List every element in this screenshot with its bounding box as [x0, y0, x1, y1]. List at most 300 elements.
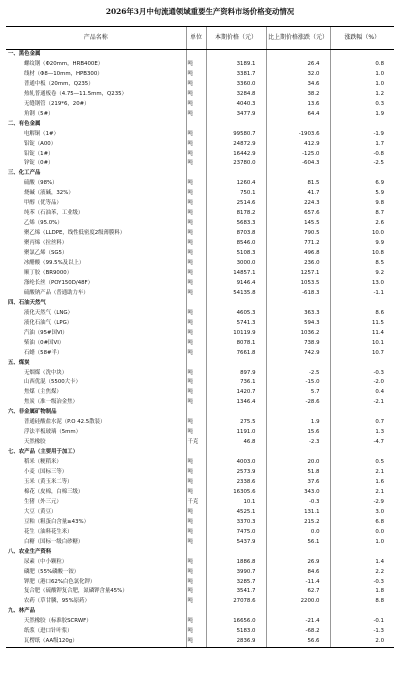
product-name-cell: 聚乙烯（LLDPE，线性低密度2级薄膜料）: [24, 230, 126, 237]
pct-cell: 8.8: [330, 597, 394, 607]
change-cell: 37.6: [266, 478, 330, 488]
product-name-cell: 豆粕（粗蛋白含量≥43%）: [24, 518, 90, 525]
pct-cell: 1.0: [330, 80, 394, 90]
unit-cell: 吨: [186, 378, 206, 388]
unit-cell: 吨: [186, 528, 206, 538]
table-row: [6, 637, 394, 647]
pct-cell: 11.5: [330, 319, 394, 329]
change-cell: 84.6: [266, 568, 330, 578]
empty-cell: [330, 408, 394, 418]
price-cell: 3541.7: [206, 587, 266, 597]
empty-cell: [266, 299, 330, 309]
change-cell: -2.5: [266, 369, 330, 379]
table-row: [6, 259, 394, 269]
table-row: [6, 428, 394, 438]
unit-cell: 吨: [186, 597, 206, 607]
price-cell: 5183.0: [206, 627, 266, 637]
price-cell: 16305.6: [206, 488, 266, 498]
product-name-cell: 聚丙烯（拉丝料）: [24, 240, 68, 247]
pct-cell: -2.5: [330, 159, 394, 169]
pct-cell: 9.8: [330, 199, 394, 209]
unit-cell: 吨: [186, 179, 206, 189]
table-row: [6, 189, 394, 199]
unit-cell: 吨: [186, 398, 206, 408]
price-cell: 8178.2: [206, 209, 266, 219]
table-row: [6, 140, 394, 150]
pct-cell: -4.7: [330, 438, 394, 448]
table-row: [6, 438, 394, 448]
change-cell: 13.6: [266, 100, 330, 110]
change-cell: 56.6: [266, 637, 330, 647]
pct-cell: 1.6: [330, 478, 394, 488]
price-cell: 1346.4: [206, 398, 266, 408]
change-cell: -125.0: [266, 150, 330, 160]
price-cell: 46.8: [206, 438, 266, 448]
product-name-cell: 无烟煤（洗中块）: [24, 369, 68, 376]
category-row: [6, 50, 394, 60]
header-change: 比上期价格涨跌（元）: [266, 27, 330, 50]
price-cell: 3370.3: [206, 518, 266, 528]
unit-cell: 吨: [186, 219, 206, 229]
product-name-cell: 硫酸（98%）: [24, 180, 58, 187]
unit-cell: 吨: [186, 60, 206, 70]
change-cell: 224.3: [266, 199, 330, 209]
unit-cell: 吨: [186, 508, 206, 518]
table-row: [6, 159, 394, 169]
pct-cell: 11.4: [330, 329, 394, 339]
change-cell: -0.3: [266, 498, 330, 508]
table-row: [6, 627, 394, 637]
product-name-cell: 乙烯（95.0%）: [24, 220, 63, 227]
price-cell: 16656.0: [206, 617, 266, 627]
product-name-cell: 小麦（国标三等）: [24, 469, 68, 476]
price-cell: 8703.8: [206, 229, 266, 239]
price-cell: 7661.8: [206, 349, 266, 359]
change-cell: 496.8: [266, 249, 330, 259]
unit-cell: 吨: [186, 279, 206, 289]
change-cell: 64.4: [266, 110, 330, 120]
unit-cell: 吨: [186, 289, 206, 299]
unit-cell: 吨: [186, 189, 206, 199]
change-cell: 657.6: [266, 209, 330, 219]
empty-cell: [206, 448, 266, 458]
unit-cell: 吨: [186, 229, 206, 239]
price-cell: 14857.1: [206, 269, 266, 279]
product-name-cell: 顺丁胶（BR9000）: [24, 269, 73, 276]
table-row: [6, 498, 394, 508]
price-cell: 54135.8: [206, 289, 266, 299]
empty-cell: [206, 169, 266, 179]
pct-cell: -2.0: [330, 378, 394, 388]
change-cell: 51.8: [266, 468, 330, 478]
table-row: [6, 558, 394, 568]
pct-cell: -2.9: [330, 498, 394, 508]
price-cell: 4605.3: [206, 309, 266, 319]
table-row: [6, 70, 394, 80]
pct-cell: 0.3: [330, 100, 394, 110]
table-row: [6, 478, 394, 488]
document-title: 2026年3月中旬流通领域重要生产资料市场价格变动情况: [105, 7, 295, 16]
change-cell: -28.6: [266, 398, 330, 408]
table-row: [6, 458, 394, 468]
table-row: [6, 229, 394, 239]
price-cell: 3284.8: [206, 90, 266, 100]
change-cell: 594.3: [266, 319, 330, 329]
price-cell: 5683.3: [206, 219, 266, 229]
change-cell: 343.0: [266, 488, 330, 498]
table-row: [6, 130, 394, 140]
empty-cell: [206, 359, 266, 369]
pct-cell: -2.1: [330, 398, 394, 408]
price-cell: 1260.4: [206, 179, 266, 189]
price-cell: 4525.1: [206, 508, 266, 518]
empty-cell: [330, 120, 394, 130]
product-name-cell: 柴油（0#国VI）: [24, 339, 65, 346]
unit-cell: 吨: [186, 209, 206, 219]
pct-cell: 0.4: [330, 388, 394, 398]
product-name-cell: 液化天然气（LNG）: [24, 309, 73, 316]
price-cell: 4040.3: [206, 100, 266, 110]
change-cell: 32.0: [266, 70, 330, 80]
price-cell: 3360.0: [206, 80, 266, 90]
product-name-cell: 棉花（皮棉，白棉三级）: [24, 488, 84, 495]
price-cell: 9146.4: [206, 279, 266, 289]
product-name-cell: 花生（油料花生米）: [24, 528, 73, 535]
price-cell: 5741.3: [206, 319, 266, 329]
product-name-cell: 冰醋酸（99.5%及以上）: [24, 260, 85, 267]
empty-cell: [206, 50, 266, 60]
pct-cell: 3.0: [330, 508, 394, 518]
empty-cell: [266, 50, 330, 60]
table-row: [6, 319, 394, 329]
unit-cell: 吨: [186, 558, 206, 568]
table-row: [6, 388, 394, 398]
empty-cell: [206, 408, 266, 418]
change-cell: -2.3: [266, 438, 330, 448]
empty-cell: [266, 408, 330, 418]
empty-cell: [206, 607, 266, 617]
table-row: [6, 90, 394, 100]
change-cell: 771.2: [266, 239, 330, 249]
table-row: [6, 617, 394, 627]
unit-cell: 吨: [186, 538, 206, 548]
table-row: [6, 239, 394, 249]
unit-cell: 吨: [186, 249, 206, 259]
category-label: 一、黑色金属: [8, 51, 41, 57]
product-name-cell: 农药（草甘膦，95%原药）: [24, 598, 90, 605]
empty-cell: [266, 607, 330, 617]
category-label: 二、有色金属: [8, 120, 41, 127]
table-row: [6, 508, 394, 518]
change-cell: 5.7: [266, 388, 330, 398]
product-name-cell: 磷肥（55%磷酸一铵）: [24, 568, 80, 575]
pct-cell: -0.3: [330, 369, 394, 379]
unit-cell: 吨: [186, 349, 206, 359]
table-row: [6, 538, 394, 548]
category-row: [6, 607, 394, 617]
change-cell: 1053.5: [266, 279, 330, 289]
pct-cell: 1.0: [330, 538, 394, 548]
table-row: [6, 378, 394, 388]
pct-cell: -0.1: [330, 617, 394, 627]
unit-cell: 吨: [186, 130, 206, 140]
unit-cell: 吨: [186, 468, 206, 478]
pct-cell: -0.3: [330, 578, 394, 588]
category-row: [6, 359, 394, 369]
pct-cell: 6.9: [330, 179, 394, 189]
change-cell: 790.5: [266, 229, 330, 239]
table-row: [6, 587, 394, 597]
pct-cell: 1.4: [330, 558, 394, 568]
product-name-cell: 天然橡胶（标准胶SCRWF）: [24, 618, 92, 625]
empty-cell: [330, 548, 394, 558]
price-cell: 2836.9: [206, 637, 266, 647]
table-row: [6, 100, 394, 110]
product-name-cell: 大豆（黄豆）: [24, 508, 57, 515]
product-name-cell: 焦炭（准一级冶金焦）: [24, 399, 78, 406]
product-name-cell: 硫酸钠产品（普通助力车）: [24, 289, 89, 296]
product-name-cell: 铅锭（1#）: [24, 150, 54, 157]
product-name-cell: 尿素（中小颗粒）: [24, 558, 68, 565]
change-cell: 20.0: [266, 458, 330, 468]
unit-cell: 千克: [186, 438, 206, 448]
pct-cell: 1.0: [330, 70, 394, 80]
pct-cell: 1.8: [330, 587, 394, 597]
product-name-cell: 锌锭（0#）: [24, 160, 54, 167]
unit-cell: 吨: [186, 80, 206, 90]
pct-cell: 1.9: [330, 110, 394, 120]
empty-cell: [186, 607, 206, 617]
price-cell: 23780.0: [206, 159, 266, 169]
price-cell: 5108.3: [206, 249, 266, 259]
product-name-cell: 聚氯乙烯（SG5）: [24, 250, 68, 257]
empty-cell: [186, 408, 206, 418]
table-row: [6, 329, 394, 339]
change-cell: 81.5: [266, 179, 330, 189]
product-name-cell: 石蜡（58#半）: [24, 349, 63, 356]
product-name-cell: 玉米（黄玉米二等）: [24, 478, 73, 485]
unit-cell: 吨: [186, 339, 206, 349]
unit-cell: 吨: [186, 309, 206, 319]
category-row: [6, 120, 394, 130]
category-label: 七、农产品（主要用于加工）: [8, 449, 79, 456]
pct-cell: 8.6: [330, 309, 394, 319]
unit-cell: 吨: [186, 518, 206, 528]
unit-cell: 吨: [186, 418, 206, 428]
category-label: 四、石油天然气: [8, 299, 46, 306]
product-name-cell: 热轧普通板卷（4.75—11.5mm，Q235）: [24, 90, 127, 97]
change-cell: 145.5: [266, 219, 330, 229]
header-price: 本期价格（元）: [206, 27, 266, 50]
product-name-cell: 纸浆（进口针叶浆）: [24, 628, 73, 635]
unit-cell: 吨: [186, 329, 206, 339]
pct-cell: -0.8: [330, 150, 394, 160]
product-name-cell: 山西优混（5500大卡）: [24, 379, 81, 386]
table-row: [6, 309, 394, 319]
table-row: [6, 199, 394, 209]
unit-cell: 吨: [186, 90, 206, 100]
empty-cell: [186, 548, 206, 558]
unit-cell: 吨: [186, 488, 206, 498]
product-name-cell: 普通中板（20mm，Q235）: [24, 80, 94, 87]
product-name-cell: 白糖（国标一级白砂糖）: [24, 538, 84, 545]
unit-cell: 吨: [186, 269, 206, 279]
table-row: [6, 209, 394, 219]
price-cell: 8546.0: [206, 239, 266, 249]
change-cell: -15.0: [266, 378, 330, 388]
table-row: [6, 398, 394, 408]
price-cell: 3990.7: [206, 568, 266, 578]
category-label: 三、化工产品: [8, 170, 41, 177]
empty-cell: [330, 50, 394, 60]
empty-cell: [186, 448, 206, 458]
change-cell: 56.1: [266, 538, 330, 548]
change-cell: -68.2: [266, 627, 330, 637]
product-name-cell: 铝锭（A00）: [24, 140, 57, 147]
category-row: [6, 448, 394, 458]
pct-cell: 10.8: [330, 249, 394, 259]
empty-cell: [266, 169, 330, 179]
table-row: [6, 179, 394, 189]
table-row: [6, 518, 394, 528]
table-row: [6, 289, 394, 299]
pct-cell: 10.7: [330, 349, 394, 359]
unit-cell: 千克: [186, 498, 206, 508]
pct-cell: 0.0: [330, 528, 394, 538]
price-cell: 275.5: [206, 418, 266, 428]
change-cell: 1257.1: [266, 269, 330, 279]
empty-cell: [266, 448, 330, 458]
change-cell: 1036.2: [266, 329, 330, 339]
pct-cell: 2.0: [330, 637, 394, 647]
price-cell: 3477.9: [206, 110, 266, 120]
unit-cell: 吨: [186, 159, 206, 169]
table-row: [6, 249, 394, 259]
pct-cell: 5.9: [330, 189, 394, 199]
table-header-row: [6, 27, 394, 50]
product-name-cell: 瓦楞纸（AA级120g）: [6, 637, 186, 647]
change-cell: 412.9: [266, 140, 330, 150]
category-row: [6, 169, 394, 179]
empty-cell: [330, 169, 394, 179]
change-cell: 0.0: [266, 528, 330, 538]
unit-cell: 吨: [186, 458, 206, 468]
pct-cell: 0.7: [330, 418, 394, 428]
product-name-cell: 烧碱（液碱，32%）: [24, 190, 74, 197]
table-row: [6, 349, 394, 359]
price-cell: 4003.0: [206, 458, 266, 468]
change-cell: 41.7: [266, 189, 330, 199]
pct-cell: -1.1: [330, 289, 394, 299]
product-name-cell: 液化石油气（LPG）: [24, 319, 73, 326]
table-row: [6, 418, 394, 428]
pct-cell: 9.2: [330, 269, 394, 279]
empty-cell: [266, 359, 330, 369]
price-cell: 1420.7: [206, 388, 266, 398]
table-row: [6, 150, 394, 160]
product-name-cell: 浮法平板玻璃（5mm）: [24, 429, 82, 436]
empty-cell: [330, 448, 394, 458]
product-name-cell: 纯苯（石油苯，工业级）: [24, 210, 84, 217]
table-row: [6, 578, 394, 588]
table-row: [6, 528, 394, 538]
price-cell: 2514.6: [206, 199, 266, 209]
change-cell: 236.0: [266, 259, 330, 269]
table-row: [6, 339, 394, 349]
product-name-cell: 普通硅酸盐水泥（P.O 42.5散装）: [24, 419, 106, 426]
unit-cell: 吨: [186, 627, 206, 637]
change-cell: 34.6: [266, 80, 330, 90]
empty-cell: [266, 120, 330, 130]
unit-cell: 吨: [186, 388, 206, 398]
change-cell: 363.3: [266, 309, 330, 319]
pct-cell: 0.5: [330, 458, 394, 468]
change-cell: 215.2: [266, 518, 330, 528]
empty-cell: [186, 50, 206, 60]
category-row: [6, 548, 394, 558]
price-table: [6, 26, 394, 648]
category-row: [6, 408, 394, 418]
product-name-cell: 角钢（5#）: [24, 110, 54, 117]
price-cell: 8078.1: [206, 339, 266, 349]
pct-cell: 8.5: [330, 259, 394, 269]
category-label: 九、林产品: [8, 608, 35, 615]
unit-cell: 吨: [186, 319, 206, 329]
price-cell: 5437.9: [206, 538, 266, 548]
unit-cell: 吨: [186, 637, 206, 647]
price-cell: 10119.9: [206, 329, 266, 339]
product-name-cell: 线材（Φ8—10mm，HPB300）: [24, 70, 103, 77]
pct-cell: 0.8: [330, 60, 394, 70]
pct-cell: 1.7: [330, 140, 394, 150]
unit-cell: 吨: [186, 369, 206, 379]
unit-cell: 吨: [186, 478, 206, 488]
empty-cell: [186, 169, 206, 179]
unit-cell: 吨: [186, 568, 206, 578]
pct-cell: 10.0: [330, 229, 394, 239]
table-row: [6, 219, 394, 229]
price-cell: 7475.0: [206, 528, 266, 538]
price-cell: 16442.9: [206, 150, 266, 160]
empty-cell: [330, 359, 394, 369]
empty-cell: [266, 548, 330, 558]
empty-cell: [186, 299, 206, 309]
price-cell: 2338.6: [206, 478, 266, 488]
change-cell: 742.9: [266, 349, 330, 359]
unit-cell: 吨: [186, 587, 206, 597]
change-cell: -11.4: [266, 578, 330, 588]
header-product: 产品名称: [6, 27, 186, 50]
table-row: [6, 110, 394, 120]
price-cell: 3189.1: [206, 60, 266, 70]
product-name-cell: 复合肥（硫酸钾复合肥，氮磷钾含量45%）: [24, 588, 128, 595]
price-cell: 736.1: [206, 378, 266, 388]
pct-cell: -1.3: [330, 627, 394, 637]
product-name-cell: 稻米（粳稻米）: [24, 459, 62, 466]
product-name-cell: 涤纶长丝（POY150D/48F）: [24, 279, 94, 286]
change-cell: -618.3: [266, 289, 330, 299]
header-pct: 涨跌幅（%）: [330, 27, 394, 50]
product-name-cell: 天然橡胶: [24, 439, 46, 446]
table-row: [6, 369, 394, 379]
table-row: [6, 80, 394, 90]
change-cell: -21.4: [266, 617, 330, 627]
table-body: [6, 50, 394, 648]
change-cell: 26.9: [266, 558, 330, 568]
change-cell: -604.3: [266, 159, 330, 169]
pct-cell: 10.1: [330, 339, 394, 349]
pct-cell: 1.3: [330, 428, 394, 438]
